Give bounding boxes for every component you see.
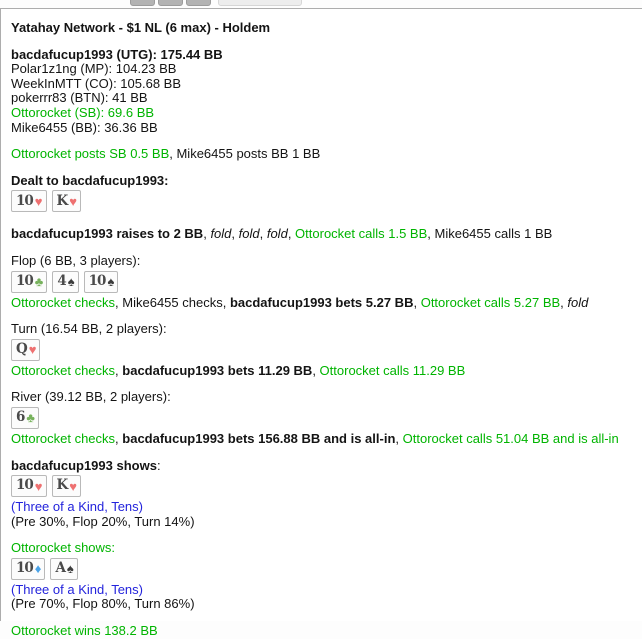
heart-suit-icon: ♥ (69, 193, 77, 209)
text-segment: (Three of a Kind, Tens) (11, 499, 143, 515)
history-line (11, 77, 632, 92)
card-rank: 6 (16, 409, 25, 426)
text-segment: bacdafucup1993 raises to 2 BB (11, 226, 204, 242)
cutoff-toolbar-button-3[interactable] (186, 0, 211, 6)
text-segment: , (231, 226, 239, 242)
text-segment: Ottorocket calls 51.04 BB and is all-in (402, 430, 619, 446)
spade-suit-icon: ♠ (66, 561, 74, 577)
text-segment: : (156, 457, 161, 473)
card-rank: 10 (16, 192, 33, 209)
text-segment: Ottorocket calls 11.29 BB (319, 362, 466, 378)
history-paragraph (11, 48, 632, 136)
diamond-suit-icon: ♦ (34, 561, 42, 577)
history-paragraph (11, 624, 632, 639)
text-segment: , (287, 226, 296, 242)
card-rank: 10 (16, 477, 33, 494)
club-suit-icon: ♣ (34, 274, 44, 290)
history-line (11, 624, 632, 639)
text-segment: , (115, 430, 123, 446)
text-segment: Dealt to bacdafucup1993: (11, 172, 169, 188)
text-segment: (Three of a Kind, Tens) (11, 581, 143, 597)
card-rank: 10 (16, 560, 33, 577)
history-line (11, 322, 632, 337)
text-segment: Ottorocket posts SB 0.5 BB (11, 146, 170, 162)
text-segment: , (203, 226, 211, 242)
history-paragraph (11, 227, 632, 242)
card-rank: 4 (57, 272, 66, 289)
heart-suit-icon: ♥ (28, 342, 37, 358)
text-segment: , (560, 294, 568, 310)
board-cards-row (11, 556, 632, 583)
text-segment: Flop (6 BB, 3 players): (11, 252, 141, 268)
history-line (11, 597, 632, 612)
text-segment: Ottorocket checks (11, 294, 116, 310)
card-A-spade (50, 558, 77, 580)
text-segment: WeekInMTT (CO): 105.68 BB (11, 75, 182, 91)
board-cards-row (11, 188, 632, 215)
text-segment: , Mike6455 calls 1 BB (427, 226, 553, 242)
history-line (11, 364, 632, 379)
card-rank: K (56, 192, 68, 209)
history-line (11, 583, 632, 598)
text-segment: River (39.12 BB, 2 players): (11, 389, 171, 405)
card-10-club (11, 271, 47, 293)
card-10-heart (11, 475, 47, 497)
heart-suit-icon: ♥ (34, 193, 43, 209)
card-rank: K (56, 477, 68, 494)
history-paragraph (11, 174, 632, 216)
history-line (11, 515, 632, 530)
history-paragraph (11, 390, 632, 446)
board-cards-row (11, 269, 632, 296)
cutoff-toolbar-button-1[interactable] (130, 0, 155, 6)
cutoff-toolbar-button-2[interactable] (158, 0, 183, 6)
heart-suit-icon: ♥ (34, 478, 43, 494)
history-line (11, 62, 632, 77)
heart-suit-icon: ♥ (69, 478, 77, 494)
history-paragraph (11, 254, 632, 310)
card-rank: 10 (88, 272, 106, 289)
card-4-spade (52, 271, 78, 293)
text-segment: Ottorocket wins 138.2 BB (11, 623, 158, 639)
history-paragraph (11, 541, 632, 612)
history-line (11, 459, 632, 474)
text-segment: fold (238, 226, 260, 242)
history-line (11, 500, 632, 515)
spade-suit-icon: ♠ (107, 274, 115, 290)
card-K-heart (52, 475, 81, 497)
history-line (11, 541, 632, 556)
history-line (11, 432, 632, 447)
card-10-diamond (11, 558, 45, 580)
card-10-spade (84, 271, 119, 293)
history-paragraph (11, 322, 632, 378)
board-cards-row (11, 337, 632, 364)
text-segment: bacdafucup1993 bets 156.88 BB and is all-in (122, 430, 396, 446)
text-segment: Ottorocket checks (11, 362, 116, 378)
text-segment: Ottorocket shows: (11, 540, 116, 556)
text-segment: Ottorocket checks (11, 430, 116, 446)
text-segment: fold (210, 226, 232, 242)
text-segment: bacdafucup1993 bets 11.29 BB (122, 362, 313, 378)
text-segment: Mike6455 (BB): 36.36 BB (11, 119, 158, 135)
club-suit-icon: ♣ (26, 410, 35, 426)
text-segment: , (413, 294, 421, 310)
card-rank: Q (16, 340, 27, 357)
text-segment: fold (266, 226, 288, 242)
text-segment: Turn (16.54 BB, 2 players): (11, 321, 167, 337)
history-line (11, 147, 632, 162)
card-Q-heart (11, 339, 40, 361)
text-segment: , (395, 430, 403, 446)
history-line (11, 296, 632, 311)
history-line (11, 390, 632, 405)
text-segment: bacdafucup1993 bets 5.27 BB (229, 294, 414, 310)
text-segment: , (312, 362, 320, 378)
text-segment: bacdafucup1993 (UTG): 175.44 BB (11, 46, 223, 62)
hand-history-body (11, 48, 632, 639)
spade-suit-icon: ♠ (67, 274, 75, 290)
history-line (11, 227, 632, 242)
history-line (11, 91, 632, 106)
board-cards-row (11, 473, 632, 500)
text-segment: bacdafucup1993 shows (11, 457, 157, 473)
cutoff-toolbar-field[interactable] (218, 0, 302, 6)
text-segment: , Mike6455 checks, (115, 294, 230, 310)
history-line (11, 254, 632, 269)
text-segment: Ottorocket calls 1.5 BB (295, 226, 428, 242)
text-segment: pokerrr83 (BTN): 41 BB (11, 90, 148, 106)
text-segment: , (115, 362, 123, 378)
history-paragraph (11, 147, 632, 162)
text-segment: Ottorocket (SB): 69.6 BB (11, 104, 155, 120)
card-10-heart (11, 190, 47, 212)
card-6-club (11, 407, 39, 429)
card-rank: 10 (16, 272, 33, 289)
history-line (11, 106, 632, 121)
text-segment: Polar1z1ng (MP): 104.23 BB (11, 61, 177, 77)
card-K-heart (52, 190, 81, 212)
hand-title: Yatahay Network - $1 NL (6 max) - Holdem (11, 20, 271, 35)
history-paragraph (11, 459, 632, 530)
text-segment: , (259, 226, 267, 242)
card-rank: A (55, 560, 65, 577)
text-segment: , Mike6455 posts BB 1 BB (169, 146, 321, 162)
hand-history-panel (0, 8, 642, 639)
text-segment: (Pre 30%, Flop 20%, Turn 14%) (11, 513, 195, 529)
text-segment: Ottorocket calls 5.27 BB (420, 294, 561, 310)
board-cards-row (11, 405, 632, 432)
history-line (11, 174, 632, 189)
history-line (11, 48, 632, 63)
history-line (11, 121, 632, 136)
text-segment: fold (567, 294, 589, 310)
text-segment: (Pre 70%, Flop 80%, Turn 86%) (11, 596, 195, 612)
